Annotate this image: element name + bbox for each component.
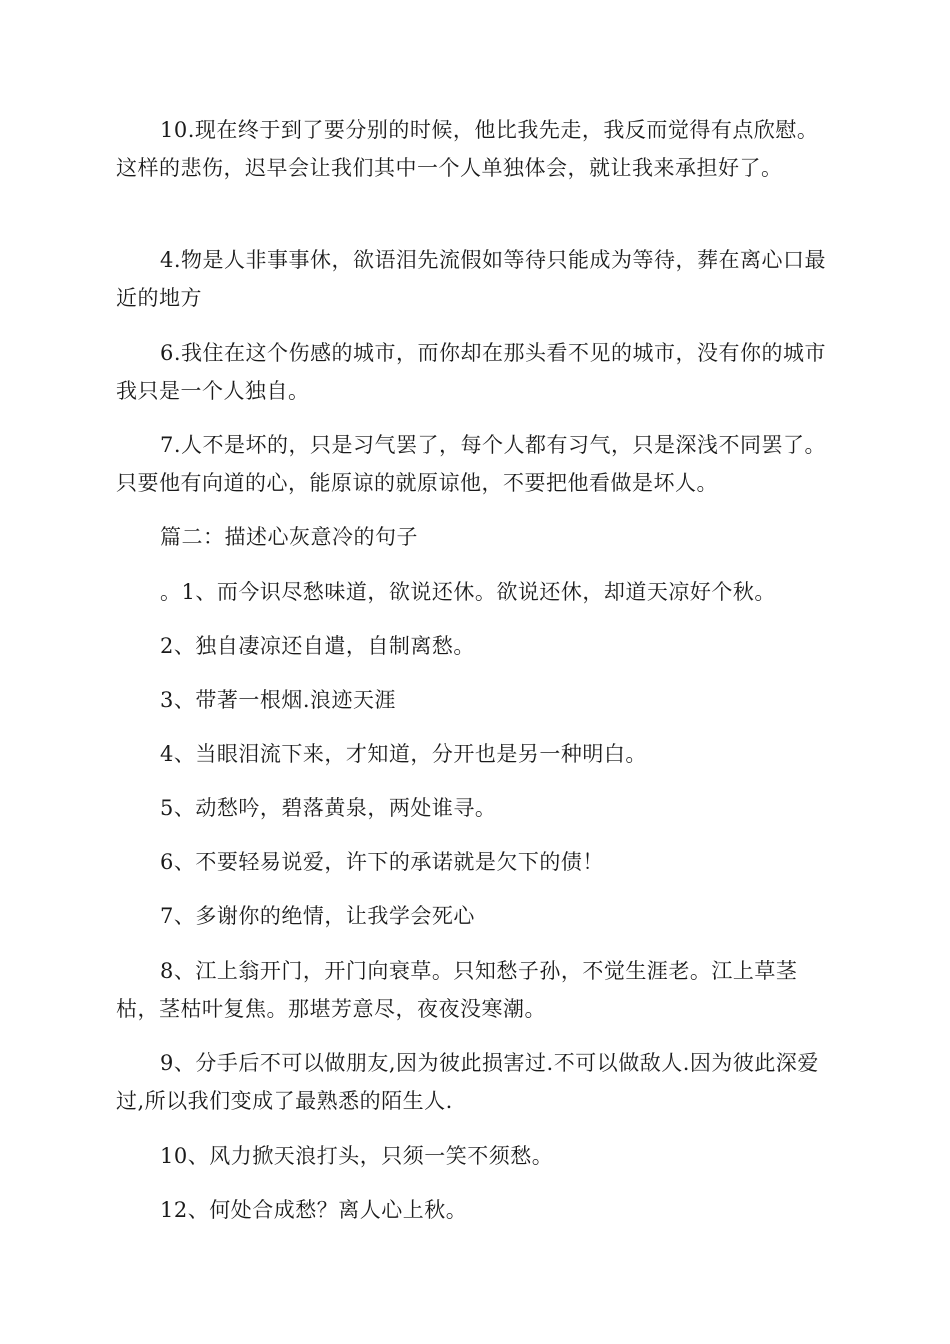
paragraph-14: 10、风力掀天浪打头，只须一笑不须愁。 bbox=[160, 1144, 554, 1168]
paragraph-7: 3、带著一根烟.浪迹天涯 bbox=[160, 688, 397, 712]
section-heading: 篇二：描述心灰意冷的句子 bbox=[160, 525, 418, 549]
paragraph-13: 9、分手后不可以做朋友,因为彼此损害过.不可以做敌人.因为彼此深爱过,所以我们变成了最熟悉的陌生人. bbox=[116, 1051, 819, 1113]
paragraph-11: 7、多谢你的绝情，让我学会死心 bbox=[160, 904, 475, 928]
paragraph-9: 5、动愁吟，碧落黄泉，两处谁寻。 bbox=[160, 796, 497, 820]
paragraph-15: 12、何处合成愁？离人心上秋。 bbox=[160, 1198, 468, 1222]
paragraph-12: 8、江上翁开门，开门向衰草。只知愁子孙，不觉生涯老。江上草茎枯，茎枯叶复焦。那堪芳意尽，夜夜没寒潮。 bbox=[116, 959, 798, 1021]
paragraph-5: 。1、而今识尽愁味道，欲说还休。欲说还休，却道天凉好个秋。 bbox=[160, 580, 776, 604]
paragraph-4: 7.人不是坏的，只是习气罢了，每个人都有习气，只是深浅不同罢了。只要他有向道的心，能原谅的就原谅他，不要把他看做是坏人。 bbox=[116, 433, 827, 495]
paragraph-1: 10.现在终于到了要分别的时候，他比我先走，我反而觉得有点欣慰。这样的悲伤，迟早会让我们其中一个人单独体会，就让我来承担好了。 bbox=[116, 118, 819, 180]
paragraph-6: 2、独自凄凉还自遣，自制离愁。 bbox=[160, 634, 475, 658]
paragraph-8: 4、当眼泪流下来，才知道，分开也是另一种明白。 bbox=[160, 742, 647, 766]
paragraph-3: 6.我住在这个伤感的城市，而你却在那头看不见的城市，没有你的城市我只是一个人独自。 bbox=[116, 341, 827, 403]
paragraph-10: 6、不要轻易说爱，许下的承诺就是欠下的债！ bbox=[160, 850, 604, 874]
paragraph-2: 4.物是人非事事休，欲语泪先流假如等待只能成为等待，葬在离心口最近的地方 bbox=[116, 248, 827, 310]
